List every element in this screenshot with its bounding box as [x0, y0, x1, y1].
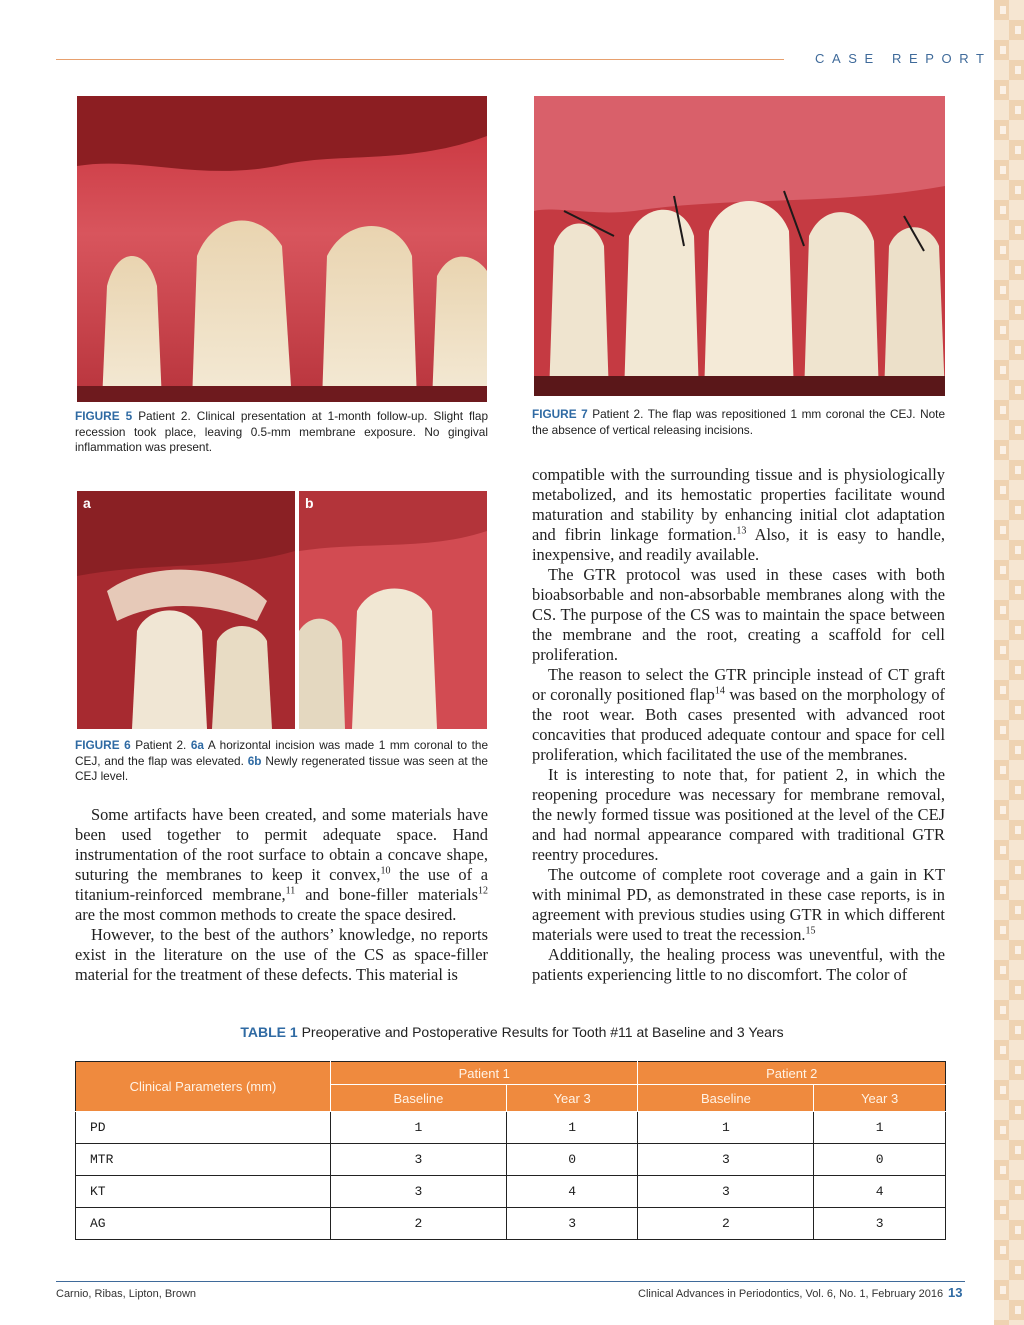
- figure-6b-panel-label: b: [305, 495, 314, 511]
- text-run: Some artifacts have been created, and some materials have been used together to permit adequate space. Hand instrumentation of the root surface to obtain a concave shape, suturing the membranes to keep it convex,: [75, 805, 488, 884]
- left-paragraph-2: However, to the best of the authors’ knowledge, no reports exist in the literature on the use of the CS as space-filler material for the treatment of these defects. This material is: [75, 925, 488, 984]
- left-column-text: [75, 805, 488, 985]
- footer-rule: [56, 1281, 965, 1282]
- table-cell: 3: [638, 1176, 814, 1208]
- figure-5-photo: [77, 96, 487, 402]
- table-title: [0, 1024, 1024, 1040]
- table-cell: 1: [638, 1112, 814, 1144]
- subheader-baseline: Baseline: [638, 1085, 814, 1112]
- table-row: [76, 1176, 946, 1208]
- table-cell: 3: [506, 1208, 638, 1240]
- right-column-text: [532, 465, 945, 985]
- page-number: 13: [948, 1285, 963, 1300]
- figure-7-text: Patient 2. The flap was repositioned 1 mm coronal the CEJ. Note the absence of vertical releasing incisions.: [532, 407, 946, 437]
- table-label: TABLE 1: [240, 1024, 298, 1040]
- figure-7-photo: [534, 96, 945, 396]
- text-run: and bone-filler materials: [295, 885, 479, 904]
- table-caption: Preoperative and Postoperative Results for Tooth #11 at Baseline and 3 Years: [301, 1024, 784, 1040]
- row-label: KT: [76, 1176, 331, 1208]
- right-paragraph-4: It is interesting to note that, for patient 2, in which the reopening procedure was necessary for membrane removal, the newly formed tissue was positioned at the level of the CEJ and had normal appearance compared with traditional GTR reentry procedures.: [532, 765, 945, 864]
- footer-journal: Clinical Advances in Periodontics, Vol. 6, No. 1, February 2016: [638, 1288, 944, 1300]
- row-label: PD: [76, 1112, 331, 1144]
- figure-7-caption: [532, 407, 945, 438]
- table-cell: 3: [814, 1208, 946, 1240]
- citation-11: 11: [285, 885, 296, 897]
- table-cell: 1: [506, 1112, 638, 1144]
- table-cell: 0: [814, 1144, 946, 1176]
- results-table: [75, 1061, 946, 1240]
- table-cell: 3: [331, 1144, 507, 1176]
- figure-5-caption: [75, 409, 488, 456]
- citation-14: 14: [714, 685, 725, 697]
- text-run: was based on the morphology of the root wear. Both cases presented with advanced root concavities that produced adequate contour and space for cell proliferation, which facilitated the use of the membranes.: [532, 685, 946, 764]
- row-label: AG: [76, 1208, 331, 1240]
- side-pattern: [994, 0, 1024, 1325]
- table-cell: 4: [814, 1176, 946, 1208]
- subheader-year-3: Year 3: [506, 1085, 638, 1112]
- table-cell: 1: [331, 1112, 507, 1144]
- figure-6b-ref: 6b: [247, 753, 262, 768]
- citation-13: 13: [736, 525, 747, 537]
- figure-6-label: FIGURE 6: [75, 738, 131, 752]
- figure-6-photo: [77, 491, 487, 729]
- citation-12: 12: [478, 885, 489, 897]
- right-paragraph-3: [532, 665, 945, 765]
- text-run: the use of a titanium-reinforced membrane,: [75, 865, 488, 904]
- figure-6b-text: Newly regenerated tissue was seen at the CEJ level.: [75, 753, 488, 784]
- table-cell: 2: [638, 1208, 814, 1240]
- section-label: CASE REPORT: [815, 51, 992, 66]
- citation-15: 15: [805, 925, 816, 937]
- citation-10: 10: [380, 865, 391, 877]
- footer-authors: Carnio, Ribas, Lipton, Brown: [56, 1288, 197, 1300]
- text-run: compatible with the surrounding tissue and is physiologically metabolized, and its hemostatic properties facilitate wound maturation and stability by enhancing initial clot adaptation and fibrin linkage formation.: [532, 465, 945, 544]
- table-cell: 1: [814, 1112, 946, 1144]
- right-paragraph-6: Additionally, the healing process was uneventful, with the patients experiencing little to no discomfort. The color of: [532, 945, 945, 984]
- right-paragraph-1: [532, 465, 945, 565]
- patient-2-header: Patient 2: [638, 1062, 946, 1085]
- row-label: MTR: [76, 1144, 331, 1176]
- figure-6a-panel-label: a: [83, 495, 91, 511]
- text-run: The reason to select the GTR principle instead of CT graft or coronally positioned flap: [532, 665, 945, 704]
- patient-1-header: Patient 1: [331, 1062, 638, 1085]
- figure-6-intro: Patient 2.: [135, 738, 187, 752]
- table-row: [76, 1208, 946, 1240]
- text-run: are the most common methods to create the space desired.: [75, 905, 457, 924]
- table-cell: 3: [331, 1176, 507, 1208]
- right-paragraph-2: The GTR protocol was used in these cases with both bioabsorbable and non-absorbable membranes along with the CS. The purpose of the CS was to maintain the space between the membrane and the root, creating a scaffold for cell proliferation.: [532, 565, 945, 664]
- subheader-year-3: Year 3: [814, 1085, 946, 1112]
- table-cell: 0: [506, 1144, 638, 1176]
- right-paragraph-5: [532, 865, 945, 945]
- header-rule: [56, 59, 784, 60]
- table-row: [76, 1112, 946, 1144]
- figure-7-label: FIGURE 7: [532, 407, 588, 421]
- figure-6-caption: [75, 738, 488, 785]
- subheader-baseline: Baseline: [331, 1085, 507, 1112]
- table-row: [76, 1144, 946, 1176]
- figure-6a-text: A horizontal incision was made 1 mm coronal to the CEJ, and the flap was elevated.: [75, 738, 489, 768]
- table-cell: 2: [331, 1208, 507, 1240]
- table-cell: 4: [506, 1176, 638, 1208]
- table-cell: 3: [638, 1144, 814, 1176]
- param-header: Clinical Parameters (mm): [76, 1062, 331, 1112]
- figure-5-text: Patient 2. Clinical presentation at 1-month follow-up. Slight flap recession took place, leaving 0.5-mm membrane exposure. No gingival inflammation was present.: [75, 409, 489, 455]
- text-run: The outcome of complete root coverage and a gain in KT with minimal PD, as demonstrated in these case reports, is in agreement with previous studies using GTR in which different materials were used to treat the recession.: [532, 865, 945, 944]
- figure-6a-ref: 6a: [190, 738, 204, 752]
- figure-5-label: FIGURE 5: [75, 409, 133, 423]
- text-run: Also, it is easy to handle, inexpensive, and readily available.: [532, 525, 945, 564]
- left-paragraph-1: [75, 805, 488, 925]
